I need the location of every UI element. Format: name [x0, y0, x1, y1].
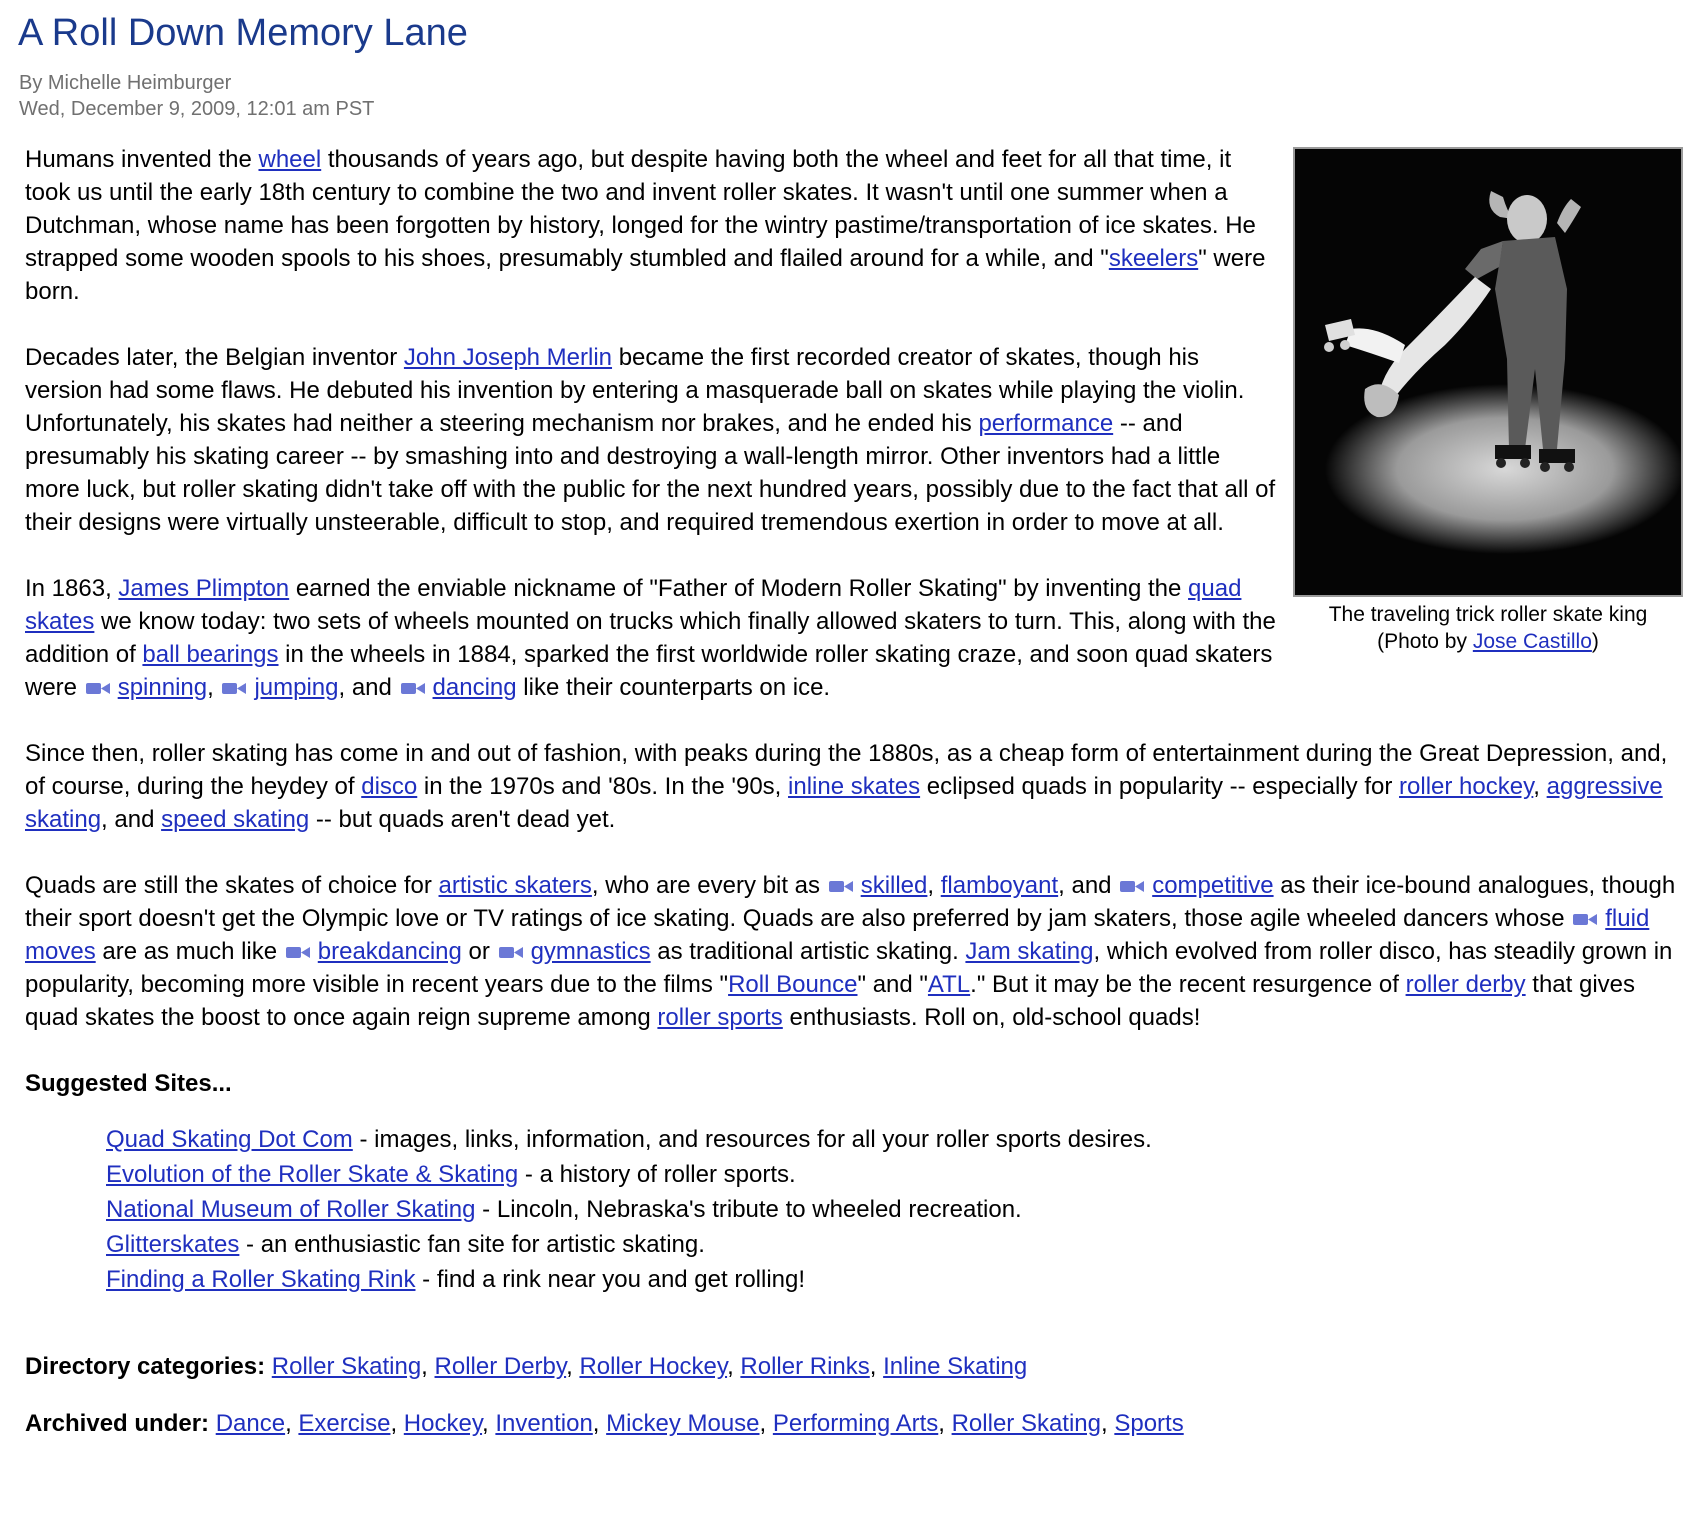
text-run: In 1863,	[25, 575, 119, 602]
video-camera-icon[interactable]	[86, 681, 110, 696]
roller-skater-photo	[1293, 147, 1683, 597]
archive-link[interactable]: Invention	[495, 1410, 593, 1437]
suggested-site-desc: - images, links, information, and resources for all your roller sports desires.	[352, 1126, 1152, 1153]
author: By Michelle Heimburger	[19, 72, 232, 94]
text-run: like their counterparts on ice.	[516, 674, 831, 701]
suggested-sites-heading: Suggested Sites...	[25, 1070, 232, 1097]
paragraph-5	[25, 869, 1690, 1034]
link-john-joseph-merlin[interactable]: John Joseph Merlin	[403, 344, 613, 371]
link-skeelers[interactable]: skeelers	[1108, 245, 1199, 272]
link-fluid-moves[interactable]: fluid moves	[25, 905, 1650, 965]
text-run: became the first recorded creator of skates, though his version had some flaws. He debuted his invention by entering a masquerade ball on skates while playing the violin. Unfortunately, his skates had neither a steering mechanism nor brakes, and he ended his	[25, 344, 1245, 437]
photo-credit-link[interactable]: Jose Castillo	[1472, 630, 1592, 653]
directory-link[interactable]: Roller Skating	[271, 1353, 422, 1380]
link-wheel[interactable]: wheel	[258, 146, 322, 173]
separator: ,	[566, 1353, 580, 1380]
directory-link[interactable]: Inline Skating	[883, 1353, 1028, 1380]
byline	[19, 70, 374, 122]
text-run: Decades later, the Belgian inventor	[25, 344, 404, 371]
directory-link[interactable]: Roller Rinks	[740, 1353, 870, 1380]
link-breakdancing[interactable]: breakdancing	[317, 938, 462, 965]
text-run: -- and presumably his skating career -- by smashing into and destroying a wall-length mirror. Other inventors had a little more luck, but roller skating didn't take off with the public for the next hundred years, possibly due to the fact that all of their designs were virtually unsteerable, difficult to stop, and required tremendous exertion in order to move at all.	[25, 410, 1276, 536]
photo-caption	[1293, 601, 1683, 655]
suggested-site-desc: - find a rink near you and get rolling!	[415, 1266, 806, 1293]
archive-link[interactable]: Exercise	[298, 1410, 391, 1437]
link-roller-sports[interactable]: roller sports	[657, 1004, 783, 1031]
text-run: we know today: two sets of wheels mounted on trucks which finally allowed skaters to turn. This, along with the addition of	[25, 608, 1276, 668]
suggested-site-desc: - a history of roller sports.	[518, 1161, 796, 1188]
suggested-site-desc: - Lincoln, Nebraska's tribute to wheeled recreation.	[475, 1196, 1022, 1223]
suggested-site-link[interactable]: Glitterskates	[106, 1231, 240, 1258]
text-run: earned the enviable nickname of "Father of Modern Roller Skating" by inventing the	[289, 575, 1189, 602]
publish-date: Wed, December 9, 2009, 12:01 am PST	[19, 98, 375, 120]
text-run: , and	[1058, 872, 1119, 899]
credit-suffix: )	[1591, 630, 1599, 653]
text-run: Humans invented the	[25, 146, 259, 173]
text-run: ,	[927, 872, 941, 899]
text-run: Quads are still the skates of choice for	[25, 872, 439, 899]
text-run: ,	[1533, 773, 1547, 800]
link-jumping[interactable]: jumping	[254, 674, 339, 701]
separator: ,	[390, 1410, 404, 1437]
text-run: , and	[101, 806, 162, 833]
text-run: in the 1970s and '80s. In the '90s,	[417, 773, 789, 800]
separator	[209, 1410, 216, 1437]
video-camera-icon[interactable]	[286, 945, 310, 960]
directory-link[interactable]: Roller Hockey	[579, 1353, 728, 1380]
text-run: as traditional artistic skating.	[650, 938, 966, 965]
list-item	[106, 1192, 1690, 1227]
link-ball-bearings[interactable]: ball bearings	[142, 641, 279, 668]
archive-link[interactable]: Mickey Mouse	[606, 1410, 760, 1437]
link-inline-skates[interactable]: inline skates	[788, 773, 921, 800]
separator: ,	[938, 1410, 952, 1437]
video-camera-icon[interactable]	[222, 681, 246, 696]
archive-link[interactable]: Hockey	[403, 1410, 483, 1437]
directory-link[interactable]: Roller Derby	[434, 1353, 567, 1380]
directory-label: Directory categories:	[25, 1353, 266, 1380]
suggested-sites-list	[25, 1122, 1690, 1297]
separator: ,	[482, 1410, 496, 1437]
archived-label: Archived under:	[25, 1410, 210, 1437]
text-run: " were born.	[25, 245, 1266, 305]
archive-link[interactable]: Sports	[1114, 1410, 1184, 1437]
caption-text: The traveling trick roller skate king	[1328, 603, 1648, 626]
separator: ,	[285, 1410, 299, 1437]
link-gymnastics[interactable]: gymnastics	[530, 938, 651, 965]
link-dancing[interactable]: dancing	[432, 674, 517, 701]
link-jam-skating[interactable]: Jam skating	[965, 938, 1094, 965]
video-camera-icon[interactable]	[401, 681, 425, 696]
link-disco[interactable]: disco	[361, 773, 418, 800]
link-skilled[interactable]: skilled	[860, 872, 928, 899]
separator: ,	[869, 1353, 884, 1380]
archive-link[interactable]: Performing Arts	[772, 1410, 939, 1437]
suggested-site-link[interactable]: Quad Skating Dot Com	[106, 1126, 353, 1153]
list-item	[106, 1122, 1690, 1157]
video-camera-icon[interactable]	[1120, 879, 1144, 894]
video-camera-icon[interactable]	[829, 879, 853, 894]
photo-figure	[1293, 147, 1683, 655]
text-run: , and	[338, 674, 399, 701]
separator: ,	[759, 1410, 773, 1437]
separator: ,	[421, 1353, 435, 1380]
directory-categories	[25, 1349, 1690, 1384]
article-body	[25, 143, 1690, 1463]
text-run: that gives quad skates the boost to once again reign supreme among	[25, 971, 1636, 1031]
text-run: , which evolved from roller disco, has steadily grown in popularity, becoming more visible in recent years due to the films "	[25, 938, 1673, 998]
archive-link[interactable]: Dance	[215, 1410, 286, 1437]
text-run: eclipsed quads in popularity -- especially for	[920, 773, 1400, 800]
link-atl[interactable]: ATL	[927, 971, 971, 998]
text-run: in the wheels in 1884, sparked the first worldwide roller skating craze, and soon quad skaters were	[25, 641, 1273, 701]
link-roller-hockey[interactable]: roller hockey	[1399, 773, 1534, 800]
suggested-site-link[interactable]: National Museum of Roller Skating	[106, 1196, 476, 1223]
text-run: -- but quads aren't dead yet.	[309, 806, 616, 833]
suggested-site-link[interactable]: Evolution of the Roller Skate & Skating	[106, 1161, 519, 1188]
article-title: A Roll Down Memory Lane	[18, 12, 468, 54]
text-run: " and "	[857, 971, 928, 998]
link-flamboyant[interactable]: flamboyant	[940, 872, 1059, 899]
link-aggressive-skating[interactable]: aggressive skating	[25, 773, 1663, 833]
text-run: ,	[207, 674, 221, 701]
link-performance[interactable]: performance	[978, 410, 1114, 437]
separator: ,	[727, 1353, 741, 1380]
archive-link[interactable]: Roller Skating	[951, 1410, 1101, 1437]
link-spinning[interactable]: spinning	[117, 674, 208, 701]
list-item	[106, 1157, 1690, 1192]
text-run: or	[461, 938, 497, 965]
link-roller-derby[interactable]: roller derby	[1405, 971, 1526, 998]
link-roll-bounce[interactable]: Roll Bounce	[728, 971, 858, 998]
link-james-plimpton[interactable]: James Plimpton	[118, 575, 290, 602]
link-quad-skates[interactable]: quad skates	[25, 575, 1242, 635]
photo-credit	[1293, 628, 1683, 655]
separator: ,	[1101, 1410, 1115, 1437]
separator	[265, 1353, 272, 1380]
video-camera-icon[interactable]	[499, 945, 523, 960]
text-run: Since then, roller skating has come in and out of fashion, with peaks during the 1880s, as a cheap form of entertainment during the Great Depression, and, of course, during the heydey of	[25, 740, 1668, 800]
link-competitive[interactable]: competitive	[1152, 872, 1274, 899]
suggested-site-desc: - an enthusiastic fan site for artistic skating.	[239, 1231, 705, 1258]
text-run: , who are every bit as	[591, 872, 827, 899]
separator: ,	[592, 1410, 607, 1437]
video-camera-icon[interactable]	[1573, 912, 1597, 927]
suggested-site-link[interactable]: Finding a Roller Skating Rink	[106, 1266, 416, 1293]
link-artistic-skaters[interactable]: artistic skaters	[438, 872, 592, 899]
text-run: as their ice-bound analogues, though their sport doesn't get the Olympic love or TV ratings of ice skating. Quads are also preferred by jam skaters, those agile wheeled dancers whose	[25, 872, 1676, 932]
paragraph-4	[25, 737, 1690, 836]
credit-prefix: (Photo by	[1377, 630, 1473, 653]
text-run: ." But it may be the recent resurgence of	[970, 971, 1406, 998]
link-speed-skating[interactable]: speed skating	[161, 806, 310, 833]
text-run: enthusiasts. Roll on, old-school quads!	[782, 1004, 1201, 1031]
list-item	[106, 1262, 1690, 1297]
text-run: are as much like	[95, 938, 284, 965]
archived-under	[25, 1406, 1690, 1441]
list-item	[106, 1227, 1690, 1262]
text-run: thousands of years ago, but despite having both the wheel and feet for all that time, it took us until the early 18th century to combine the two and invent roller skates. It wasn't until one summer when a Dutchman, whose name has been forgotten by history, longed for the wintry pastime/transportation of ice skates. He strapped some wooden spools to his shoes, presumably stumbled and flailed around for a while, and "	[25, 146, 1256, 272]
